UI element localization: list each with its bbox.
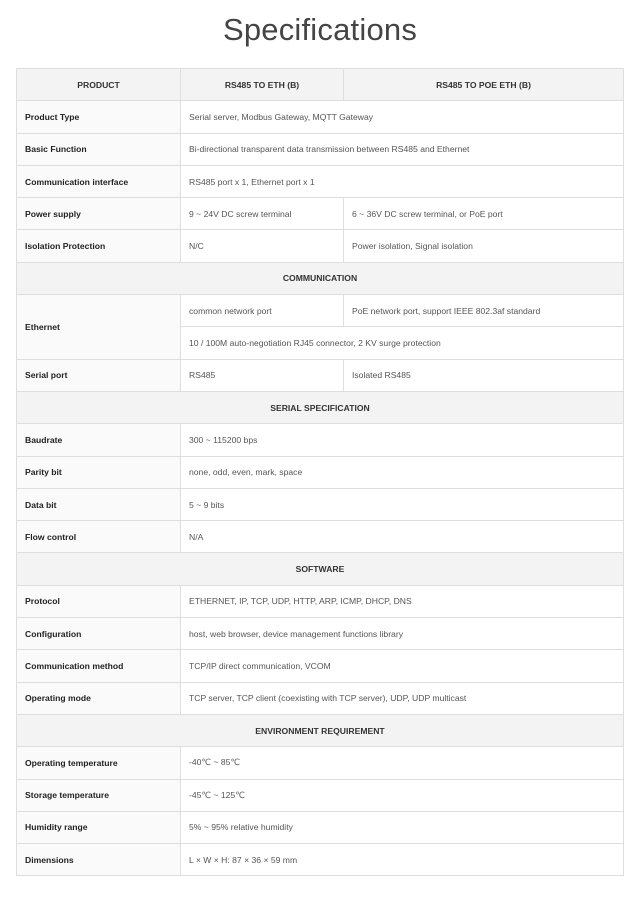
row-label-baudrate: Baudrate: [17, 424, 181, 456]
row-value-power-supply-eth: 9 ~ 24V DC screw terminal: [181, 198, 344, 230]
row-value-baudrate: 300 ~ 115200 bps: [181, 424, 624, 456]
row-label-configuration: Configuration: [17, 618, 181, 650]
row-label-data-bit: Data bit: [17, 488, 181, 520]
row-label-operating-mode: Operating mode: [17, 682, 181, 714]
row-label-dimensions: Dimensions: [17, 844, 181, 876]
row-value-power-supply-poe: 6 ~ 36V DC screw terminal, or PoE port: [344, 198, 624, 230]
row-value-comm-interface: RS485 port x 1, Ethernet port x 1: [181, 165, 624, 197]
section-title-software: SOFTWARE: [17, 553, 624, 585]
table-row: [17, 844, 624, 876]
table-row: [17, 101, 624, 133]
row-value-isolation-eth: N/C: [181, 230, 344, 262]
specifications-table: [16, 68, 624, 876]
row-label-serial-port: Serial port: [17, 359, 181, 391]
row-value-dimensions: L × W × H: 87 × 36 × 59 mm: [181, 844, 624, 876]
header-rs485-to-poe-eth: RS485 TO POE ETH (B): [344, 69, 624, 101]
row-value-configuration: host, web browser, device management functions library: [181, 618, 624, 650]
row-label-parity: Parity bit: [17, 456, 181, 488]
table-row: [17, 359, 624, 391]
table-row: [17, 133, 624, 165]
table-row: [17, 747, 624, 779]
row-label-power-supply: Power supply: [17, 198, 181, 230]
table-header-row: [17, 69, 624, 101]
section-title-communication: COMMUNICATION: [17, 262, 624, 294]
section-row-communication: [17, 262, 624, 294]
table-row: [17, 811, 624, 843]
row-value-basic-function: Bi-directional transparent data transmission between RS485 and Ethernet: [181, 133, 624, 165]
row-value-operating-mode: TCP server, TCP client (coexisting with TCP server), UDP, UDP multicast: [181, 682, 624, 714]
header-rs485-to-eth: RS485 TO ETH (B): [181, 69, 344, 101]
row-label-protocol: Protocol: [17, 585, 181, 617]
table-row: [17, 165, 624, 197]
section-title-environment: ENVIRONMENT REQUIREMENT: [17, 714, 624, 746]
row-value-comm-method: TCP/IP direct communication, VCOM: [181, 650, 624, 682]
row-value-serial-port-eth: RS485: [181, 359, 344, 391]
section-row-environment: [17, 714, 624, 746]
row-value-data-bit: 5 ~ 9 bits: [181, 488, 624, 520]
row-label-operating-temperature: Operating temperature: [17, 747, 181, 779]
table-row: [17, 618, 624, 650]
row-label-ethernet: Ethernet: [17, 295, 181, 360]
table-row: [17, 650, 624, 682]
row-value-ethernet-eth: common network port: [181, 295, 344, 327]
table-row: [17, 682, 624, 714]
row-value-storage-temperature: -45℃ ~ 125℃: [181, 779, 624, 811]
table-row: [17, 424, 624, 456]
table-row: [17, 295, 624, 327]
row-value-ethernet-poe: PoE network port, support IEEE 802.3af standard: [344, 295, 624, 327]
table-row: [17, 585, 624, 617]
section-row-software: [17, 553, 624, 585]
table-row: [17, 521, 624, 553]
row-value-protocol: ETHERNET, IP, TCP, UDP, HTTP, ARP, ICMP, DHCP, DNS: [181, 585, 624, 617]
table-row: [17, 198, 624, 230]
row-label-comm-interface: Communication interface: [17, 165, 181, 197]
row-value-ethernet-shared: 10 / 100M auto-negotiation RJ45 connector, 2 KV surge protection: [181, 327, 624, 359]
row-label-comm-method: Communication method: [17, 650, 181, 682]
row-value-humidity: 5% ~ 95% relative humidity: [181, 811, 624, 843]
row-value-product-type: Serial server, Modbus Gateway, MQTT Gateway: [181, 101, 624, 133]
row-label-storage-temperature: Storage temperature: [17, 779, 181, 811]
section-row-serial: [17, 391, 624, 423]
table-row: [17, 488, 624, 520]
table-row: [17, 230, 624, 262]
header-product: PRODUCT: [17, 69, 181, 101]
table-row: [17, 779, 624, 811]
section-title-serial: SERIAL SPECIFICATION: [17, 391, 624, 423]
row-label-isolation: Isolation Protection: [17, 230, 181, 262]
row-label-flow-control: Flow control: [17, 521, 181, 553]
row-label-product-type: Product Type: [17, 101, 181, 133]
row-label-basic-function: Basic Function: [17, 133, 181, 165]
row-label-humidity: Humidity range: [17, 811, 181, 843]
row-value-parity: none, odd, even, mark, space: [181, 456, 624, 488]
row-value-serial-port-poe: Isolated RS485: [344, 359, 624, 391]
row-value-isolation-poe: Power isolation, Signal isolation: [344, 230, 624, 262]
page-title: Specifications: [222, 12, 418, 47]
table-row: [17, 456, 624, 488]
row-value-flow-control: N/A: [181, 521, 624, 553]
row-value-operating-temperature: -40℃ ~ 85℃: [181, 747, 624, 779]
